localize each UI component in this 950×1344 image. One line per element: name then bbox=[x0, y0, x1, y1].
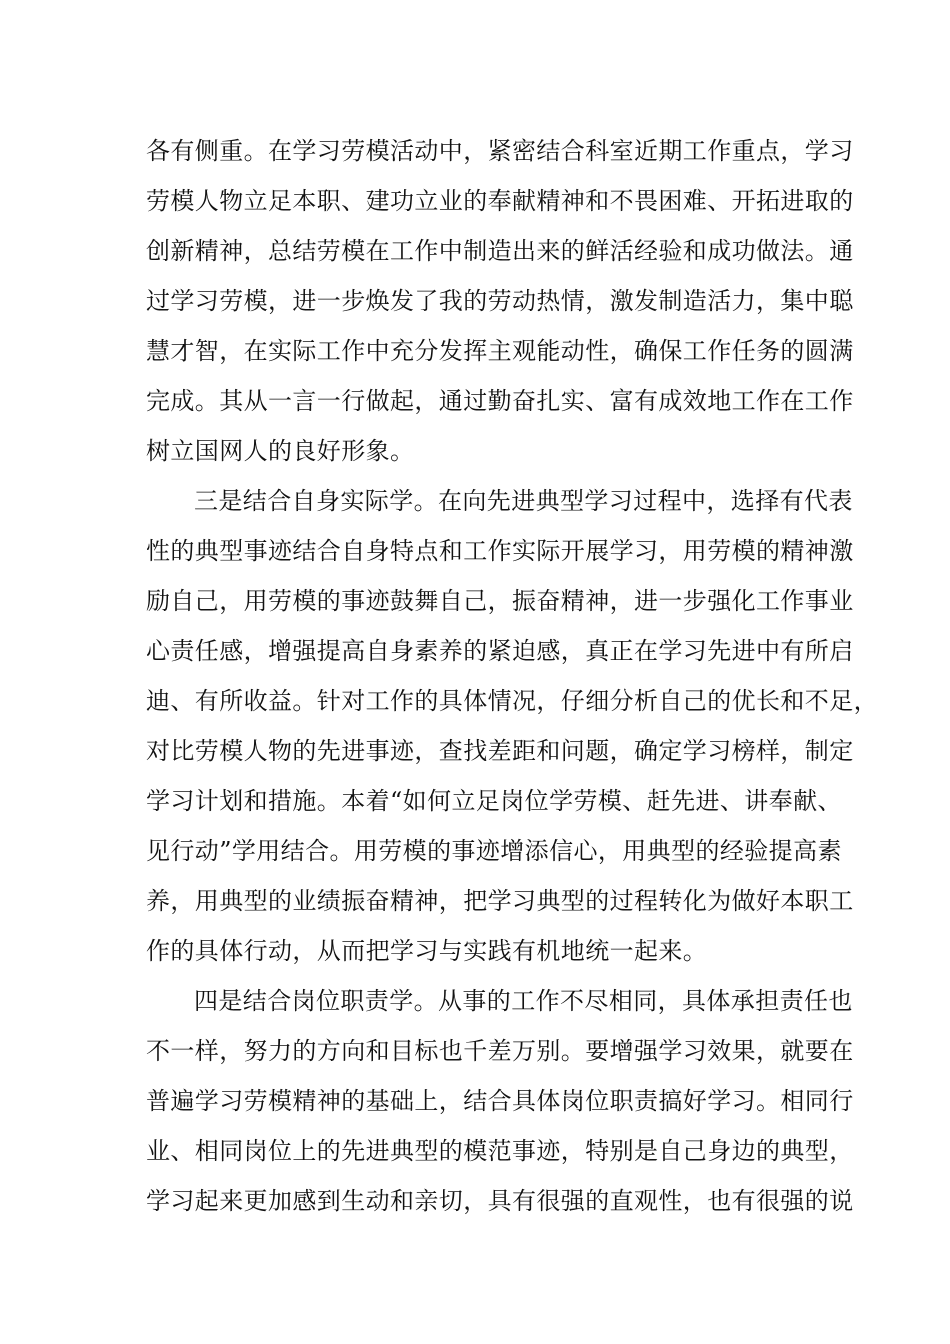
text-line: 普遍学习劳模精神的基础上，结合具体岗位职责搞好学习。相同行 bbox=[146, 1087, 854, 1115]
paragraph-first-line: 三是结合自身实际学。在向先进典型学习过程中，选择有代表 bbox=[194, 487, 853, 515]
text-line: 不一样，努力的方向和目标也千差万别。要增强学习效果，就要在 bbox=[146, 1037, 854, 1065]
text-line: 励自己，用劳模的事迹鼓舞自己，振奋精神，进一步强化工作事业 bbox=[146, 587, 854, 615]
text-line: 迪、有所收益。针对工作的具体情况，仔细分析自己的优长和不足， bbox=[146, 687, 878, 715]
text-line: 劳模人物立足本职、建功立业的奉献精神和不畏困难、开拓进取的 bbox=[146, 187, 854, 215]
text-line: 心责任感，增强提高自身素养的紧迫感，真正在学习先进中有所启 bbox=[146, 637, 854, 665]
text-line: 过学习劳模，进一步焕发了我的劳动热情，激发制造活力，集中聪 bbox=[146, 287, 854, 315]
text-line: 见行动”学用结合。用劳模的事迹增添信心，用典型的经验提高素 bbox=[146, 837, 842, 865]
text-line: 树立国网人的良好形象。 bbox=[146, 437, 415, 465]
text-line: 完成。其从一言一行做起，通过勤奋扎实、富有成效地工作在工作 bbox=[146, 387, 854, 415]
paragraph-first-line: 四是结合岗位职责学。从事的工作不尽相同，具体承担责任也 bbox=[194, 987, 853, 1015]
text-line: 慧才智，在实际工作中充分发挥主观能动性，确保工作任务的圆满 bbox=[146, 337, 854, 365]
text-line: 业、相同岗位上的先进典型的模范事迹，特别是自己身边的典型， bbox=[146, 1137, 854, 1165]
text-line: 养，用典型的业绩振奋精神，把学习典型的过程转化为做好本职工 bbox=[146, 887, 854, 915]
text-line: 对比劳模人物的先进事迹，查找差距和问题，确定学习榜样，制定 bbox=[146, 737, 854, 765]
text-line: 创新精神，总结劳模在工作中制造出来的鲜活经验和成功做法。通 bbox=[146, 237, 854, 265]
text-line: 学习起来更加感到生动和亲切，具有很强的直观性，也有很强的说 bbox=[146, 1187, 854, 1215]
text-line: 作的具体行动，从而把学习与实践有机地统一起来。 bbox=[146, 937, 708, 965]
text-line: 学习计划和措施。本着“如何立足岗位学劳模、赶先进、讲奉献、 bbox=[146, 787, 842, 815]
text-line: 各有侧重。在学习劳模活动中，紧密结合科室近期工作重点，学习 bbox=[146, 137, 854, 165]
text-line: 性的典型事迹结合自身特点和工作实际开展学习，用劳模的精神激 bbox=[146, 537, 854, 565]
